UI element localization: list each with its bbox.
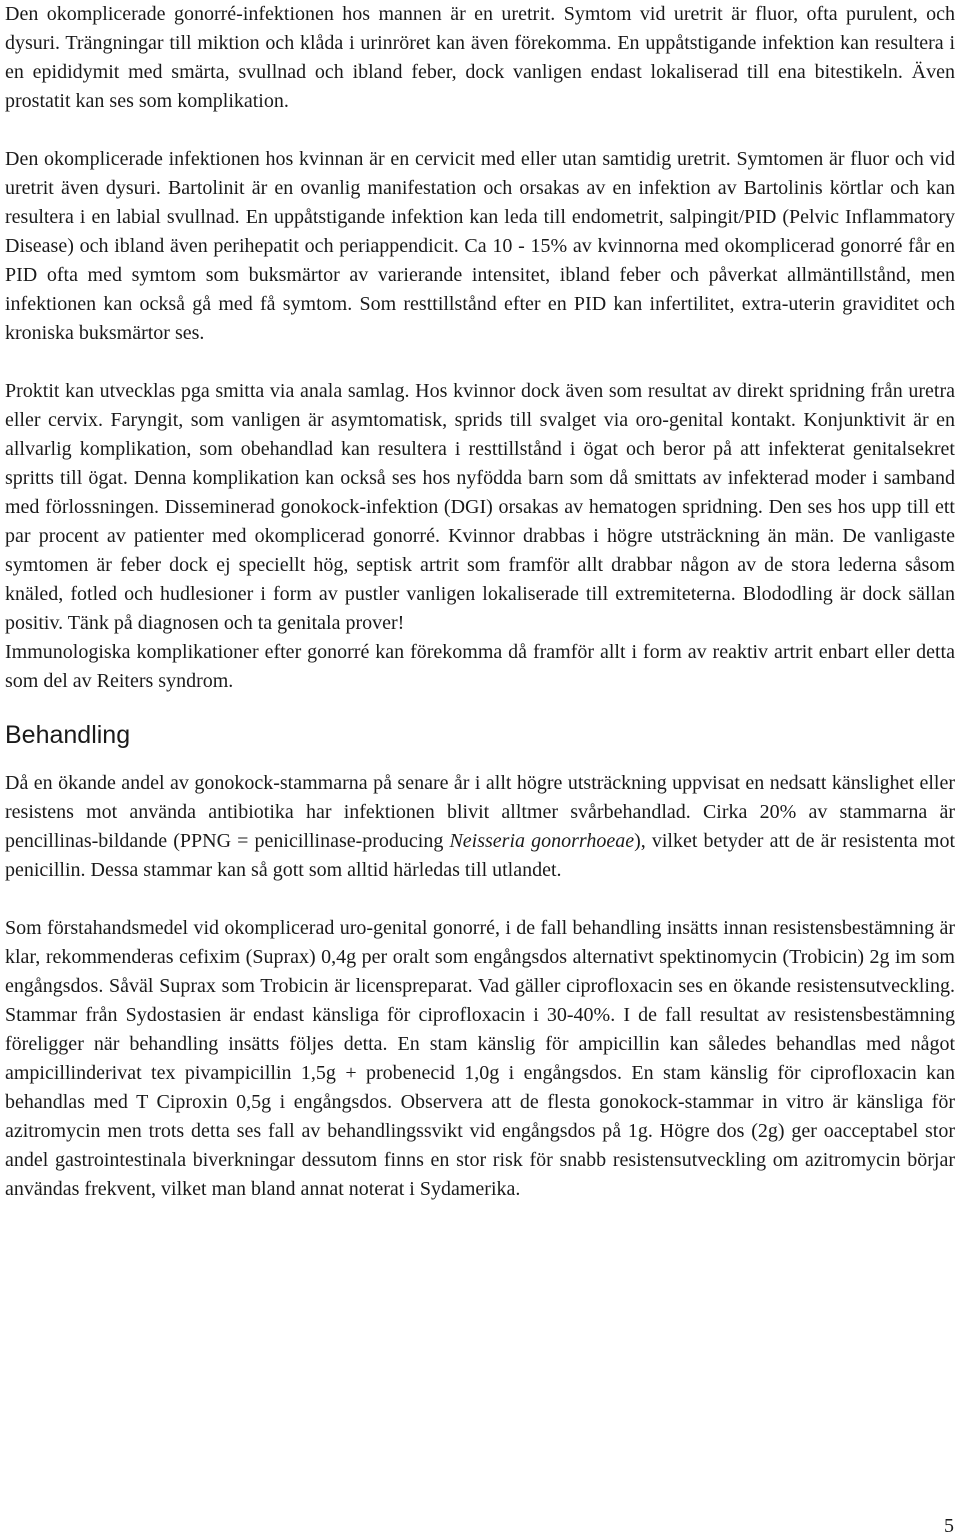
paragraph-male-infection: Den okomplicerade gonorré-infektionen hos mannen är en uretrit. Symtom vid uretrit är fluor, ofta purulent, och dysuri. Trängningar till miktion och klåda i urinröret kan även förekomma. En uppåtstigande infektion kan resultera i en epididymit med smärta, svullnad och ibland feber, dock vanligen endast lokaliserad till ena bitestikeln. Även prostatit kan ses som komplikation.	[5, 3, 955, 112]
paragraph-female-infection: Den okomplicerade infektionen hos kvinnan är en cervicit med eller utan samtidig uretrit. Symtomen är fluor och vid uretrit även dysuri. Bartolinit är en ovanlig manifestation och orsakas av en infektion av Bartolinis körtlar och kan resultera i en labial svullnad. En uppåtstigande infektion kan leda till endometrit, salpingit/PID (Pelvic Inflammatory Disease) och ibland även perihepatit och periappendicit. Ca 10 - 15% av kvinnorna med okomplicerad gonorré får en PID ofta med symtom som buksmärtor av varierande intensitet, ibland feber och påverkat allmäntillstånd, men infektionen kan också gå med få symtom. Som resttillstånd efter en PID kan infertilitet, extra-uterin graviditet och kroniska buksmärtor ses.	[5, 148, 955, 344]
species-name: Neisseria gonorrhoeae	[449, 830, 635, 852]
paragraph-spacer	[5, 116, 955, 145]
paragraph-resistance-text-end: ), vilket betyder att de är resistenta mot penicillin. Dessa stammar kan så gott som alltid härledas till utlandet.	[5, 830, 955, 881]
paragraph-spacer	[5, 348, 955, 377]
paragraph-resistance-text-start: Då en ökande andel av gonokock-stammarna på senare år i allt högre utsträckning uppvisat en nedsatt känslighet eller resistens mot använda antibiotika har infektionen blivit alltmer svårbehandlad. Cirka 20% av stammarna är pencillinas-bildande (PPNG = penicillinase-producing	[5, 772, 955, 852]
paragraph-immunological: Immunologiska komplikationer efter gonorré kan förekomma då framför allt i form av reaktiv artrit enbart eller detta som del av Reiters syndrom.	[5, 641, 955, 692]
paragraph-resistance	[5, 769, 955, 885]
paragraph-first-line-treatment: Som förstahandsmedel vid okomplicerad uro-genital gonorré, i de fall behandling insätts innan resistensbestämning är klar, rekommenderas cefixim (Suprax) 0,4g per oralt som engångsdos alternativt spektinomycin (Trobicin) 2g im som engångsdos. Såväl Suprax som Trobicin är licenspreparat. Vad gäller ciprofloxacin ses en ökande resistensutveckling. Stammar från Sydostasien är endast känsliga för ciprofloxacin i 30-40%. I de fall resultat av resistensbestämning föreligger när behandling insätts följes detta. En stam känslig för ampicillin kan således behandlas med något ampicillinderivat tex pivampicillin 1,5g + probenecid 1,0g i engångsdos. En stam känslig för ciprofloxacin kan behandlas med T Ciproxin 0,5g i engångsdos. Observera att de flesta gonokock-stammar in vitro är känsliga för azitromycin men trots detta ses fall av behandlingssvikt vid engångsdos på 1g. Högre dos (2g) ger oacceptabel stor andel gastrointestinala biverkningar dessutom finns en stor risk för snabb resistensutveckling om azitromycin börjar användas frekvent, vilket man bland annat noterat i Sydamerika.	[5, 917, 955, 1200]
document-body	[5, 0, 955, 1204]
paragraph-spacer	[5, 885, 955, 914]
section-heading-behandling: Behandling	[5, 721, 131, 749]
paragraph-complications: Proktit kan utvecklas pga smitta via anala samlag. Hos kvinnor dock även som resultat av direkt spridning från uretra eller cervix. Faryngit, som vanligen är asymtomatisk, sprids till svalget via oro-genital kontakt. Konjunktivit är en allvarlig komplikation, som obehandlad kan resultera i resttillstånd i ögat och beror på att infekterat genitalsekret spritts till ögat. Denna komplikation kan också ses hos nyfödda barn som då smittats av infekterad moder i samband med förlossningen. Disseminerad gonokock-infektion (DGI) orsakas av hematogen spridning. Den ses hos upp till ett par procent av patienter med okomplicerad gonorré. Kvinnor drabbas i högre utsträckning än män. De vanligaste symtomen är feber dock ej speciellt hög, septisk artrit som framför allt drabbar någon av de stora lederna såsom knäled, fotled och hudlesioner i form av pustler vanligen lokaliserade till extremiteterna. Blododling är dock sällan positiv. Tänk på diagnosen och ta genitala prover!	[5, 380, 955, 634]
page-number: 5	[944, 1515, 954, 1537]
